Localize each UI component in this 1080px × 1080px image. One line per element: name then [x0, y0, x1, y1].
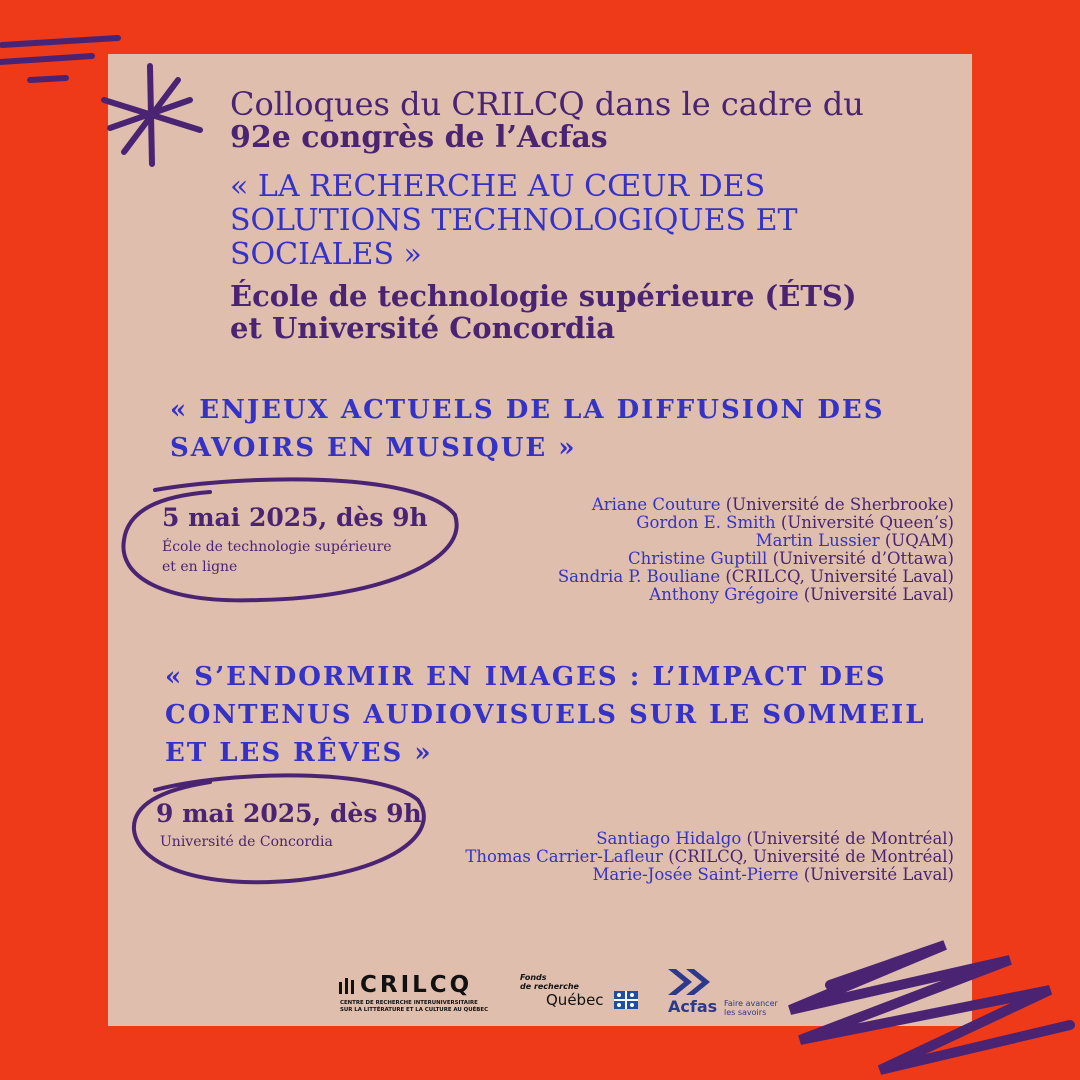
acfas-tagline-line: Faire avancer — [724, 999, 778, 1008]
speaker — [465, 848, 954, 866]
acfas-wordmark: Acfas — [668, 997, 718, 1016]
header-line1: Colloques du CRILCQ dans le cadre du — [230, 85, 864, 123]
speaker — [558, 532, 954, 550]
acfas-tagline — [724, 999, 778, 1017]
venue — [230, 280, 970, 344]
session1-title — [170, 391, 950, 467]
speaker-name: Marie-Josée Saint-Pierre — [592, 865, 799, 884]
acfas-chevrons-icon — [666, 967, 716, 997]
frq-small-line: de recherche — [520, 982, 579, 991]
venue-line: et Université Concordia — [230, 311, 616, 345]
theme-line: SOCIALES » — [230, 237, 422, 272]
frq-small-line: Fonds — [520, 973, 547, 982]
venue-line: École de technologie supérieure (ÉTS) — [230, 279, 857, 313]
speaker-name: Thomas Carrier-Lafleur — [465, 847, 663, 866]
speaker-affiliation: (Université Laval) — [803, 865, 954, 884]
theme-line: « LA RECHERCHE AU CŒUR DES — [230, 169, 766, 204]
speaker-affiliation: (Université d’Ottawa) — [772, 549, 954, 568]
acfas-tagline-line: les savoirs — [724, 1008, 767, 1017]
crilcq-wordmark: CRILCQ — [360, 972, 473, 998]
session1-speakers — [558, 496, 954, 604]
frq-wordmark: Québec — [546, 991, 604, 1009]
speaker-affiliation: (CRILCQ, Université Laval) — [725, 567, 954, 586]
bottom-right-scribble — [790, 945, 1070, 1070]
speaker — [465, 866, 954, 884]
asterisk-icon — [104, 66, 200, 164]
crilcq-subtitle-line: SUR LA LITTÉRATURE ET LA CULTURE AU QUÉBEC — [340, 1007, 489, 1013]
place-line: et en ligne — [162, 559, 238, 575]
speaker-affiliation: (CRILCQ, Université de Montréal) — [668, 847, 954, 866]
session2-date: 9 mai 2025, dès 9h — [156, 799, 422, 828]
speaker-affiliation: (Université de Sherbrooke) — [725, 495, 954, 514]
session1-place — [162, 537, 392, 577]
speaker — [558, 550, 954, 568]
session2-speakers — [465, 830, 954, 884]
speaker-name: Santiago Hidalgo — [596, 829, 742, 848]
speaker-name: Martin Lussier — [755, 531, 880, 550]
frq-logo — [520, 973, 645, 1013]
place-line: Université de Concordia — [160, 834, 333, 850]
crilcq-subtitle — [340, 1000, 488, 1014]
congress-theme — [230, 170, 970, 272]
speaker-name: Gordon E. Smith — [636, 513, 776, 532]
crilcq-logo — [338, 972, 498, 1022]
crilcq-subtitle-line: CENTRE DE RECHERCHE INTERUNIVERSITAIRE — [340, 1000, 478, 1006]
session2-title-line: « S’ENDORMIR EN IMAGES : L’IMPACT DES — [165, 662, 887, 692]
speaker-name: Anthony Grégoire — [649, 585, 799, 604]
quebec-flag-icon — [614, 991, 638, 1009]
session2-title-line: ET LES RÊVES » — [165, 738, 433, 768]
speaker — [558, 586, 954, 604]
session1-date: 5 mai 2025, dès 9h — [162, 503, 428, 532]
theme-line: SOLUTIONS TECHNOLOGIQUES ET — [230, 203, 798, 238]
speaker-name: Sandria P. Bouliane — [557, 567, 721, 586]
speaker — [558, 514, 954, 532]
session2-title-line: CONTENUS AUDIOVISUELS SUR LE SOMMEIL — [165, 700, 926, 730]
session1-title-line: « ENJEUX ACTUELS DE LA DIFFUSION DES — [170, 395, 885, 425]
crilcq-mark-icon — [338, 976, 358, 996]
acfas-logo — [666, 967, 796, 1022]
speaker-affiliation: (Université Laval) — [803, 585, 954, 604]
speaker-affiliation: (Université de Montréal) — [746, 829, 954, 848]
speaker — [465, 830, 954, 848]
speaker-affiliation: (Université Queen’s) — [780, 513, 954, 532]
date-circle-2 — [134, 775, 424, 882]
speaker-name: Ariane Couture — [591, 495, 721, 514]
session1-title-line: SAVOIRS EN MUSIQUE » — [170, 433, 577, 463]
speaker — [558, 496, 954, 514]
frq-small-text — [520, 973, 579, 991]
session2-title — [165, 658, 965, 772]
header-line2: 92e congrès de l’Acfas — [230, 120, 608, 155]
place-line: École de technologie supérieure — [162, 539, 392, 555]
speaker — [558, 568, 954, 586]
speaker-name: Christine Guptill — [628, 549, 768, 568]
session2-place — [160, 832, 333, 852]
speaker-affiliation: (UQAM) — [884, 531, 954, 550]
